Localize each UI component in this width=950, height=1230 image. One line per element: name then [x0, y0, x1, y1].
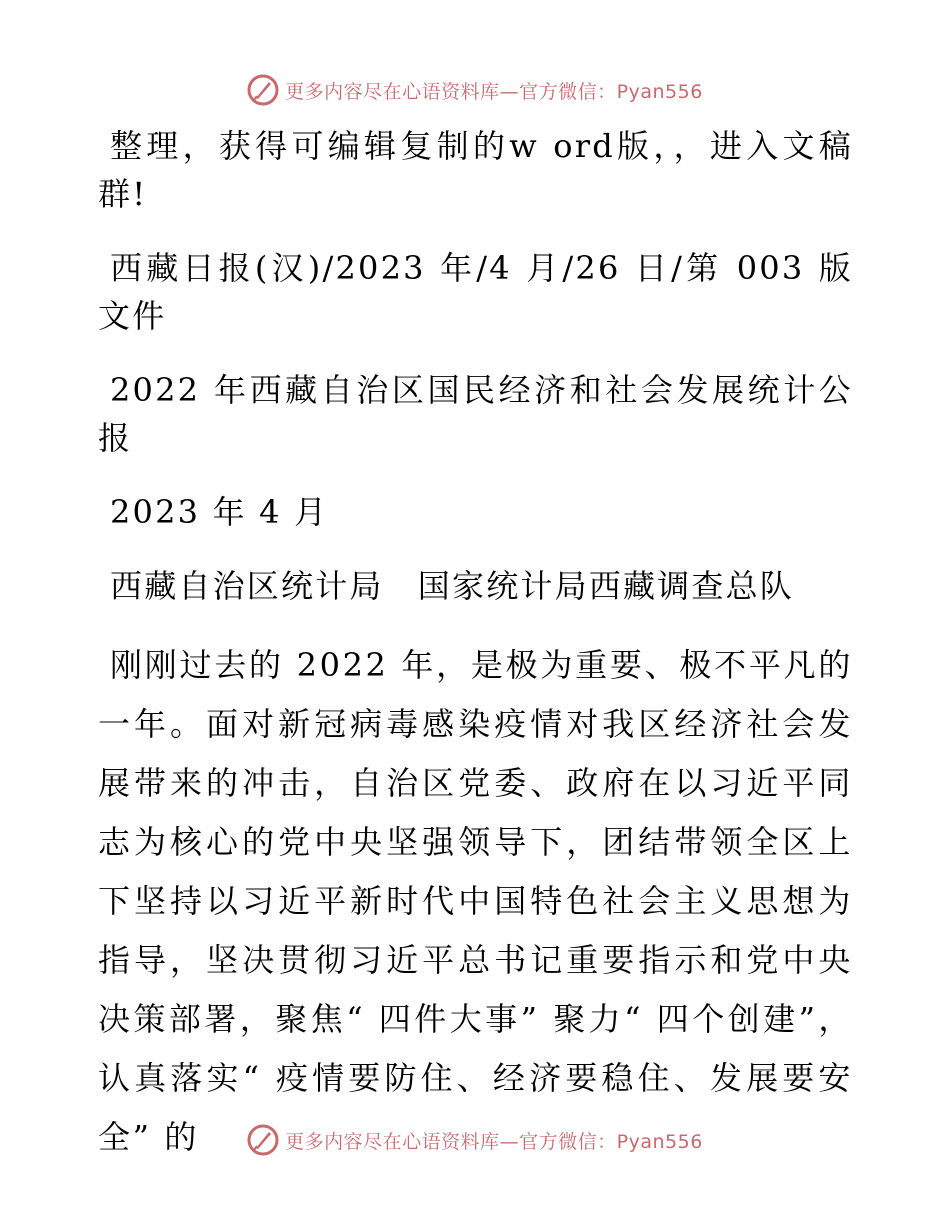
source-line: 西藏日报(汉)/2023 年/4 月/26 日/第 003 版文件 — [98, 249, 853, 335]
issuing-authority: 西藏自治区统计局 国家统计局西藏调查总队 — [110, 567, 795, 605]
document-date: 2023 年 4 月 — [110, 493, 329, 531]
header-watermark — [0, 70, 950, 110]
quill-logo-icon — [247, 1124, 279, 1156]
footer-watermark — [0, 1120, 950, 1160]
quill-logo-icon — [247, 74, 279, 106]
document-title: 2022 年西藏自治区国民经济和社会发展统计公报 — [98, 371, 853, 457]
watermark-text: 更多内容尽在心语资料库—官方微信：Pyan556 — [285, 80, 703, 103]
intro-line: 整理，获得可编辑复制的w ord版，，进入文稿群! — [98, 127, 853, 213]
watermark-text: 更多内容尽在心语资料库—官方微信：Pyan556 — [285, 1130, 703, 1153]
document-body — [98, 122, 853, 1167]
body-paragraph: 刚刚过去的 2022 年，是极为重要、极不平凡的一年。面对新冠病毒感染疫情对我区经济社会发展带来的冲击，自治区党委、政府在以习近平同志为核心的党中央坚强领导下，团结带领全区上下坚持以习近平新时代中国特色社会主义思想为指导，坚决贯彻习近平总书记重要指示和党中央决策部署，聚焦“ 四件大事” 聚力“ 四个创建”，认真落实“ 疫情要防住、经济要稳住、发展要安全” 的 — [98, 646, 853, 1156]
